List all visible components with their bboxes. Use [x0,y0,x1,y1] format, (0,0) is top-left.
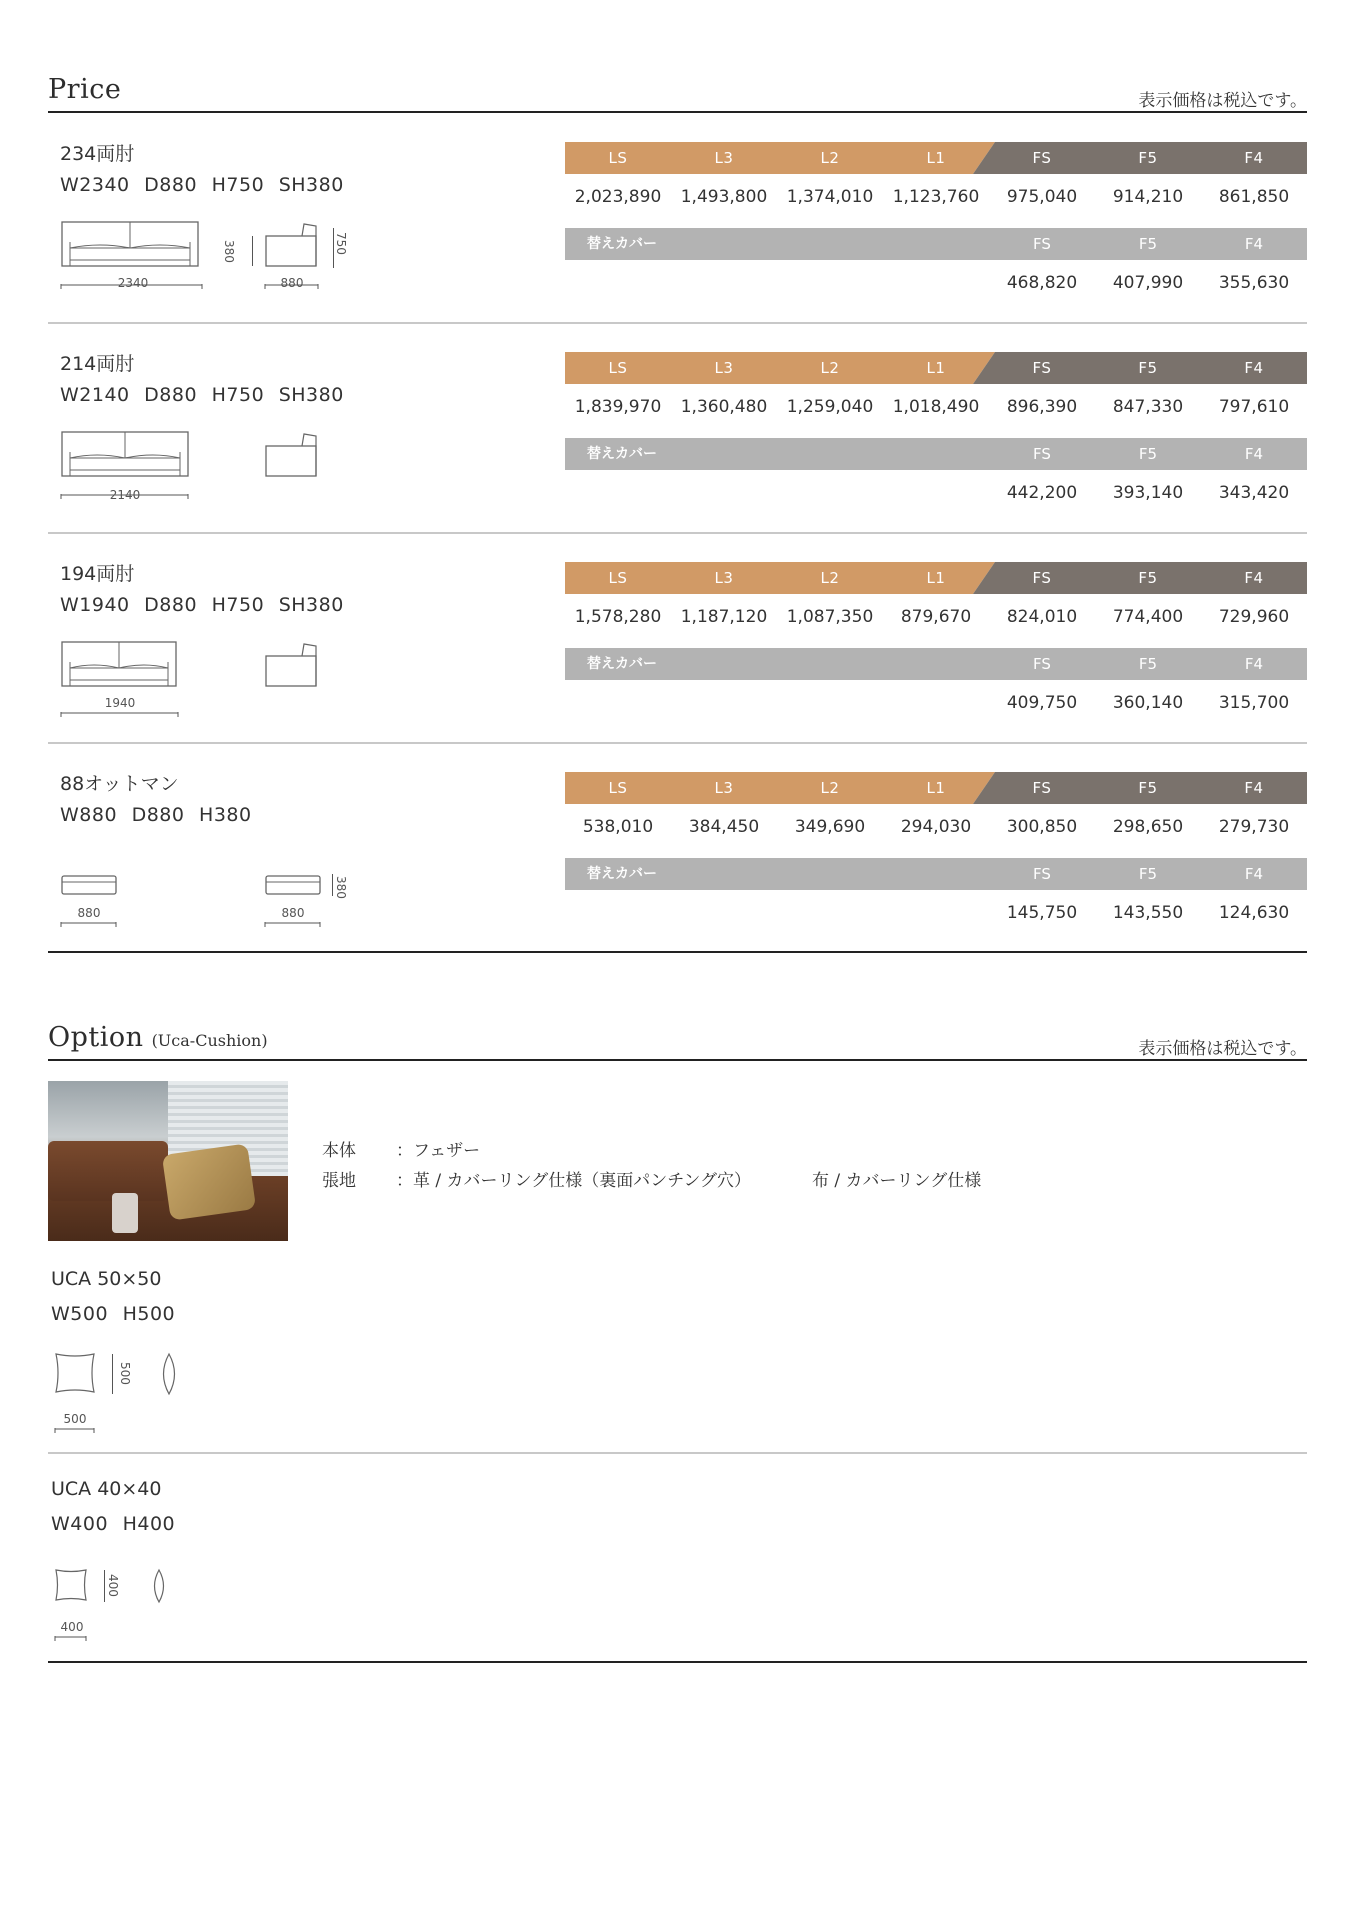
grade-f4: F4 [1244,149,1264,167]
seat-height-label: 380 [222,240,236,263]
cover-grade-f5: F5 [1138,865,1158,883]
sofa-side-drawing [264,432,324,480]
grade-ls: LS [608,569,628,587]
price-table [565,772,1307,936]
cover-grade-f5: F5 [1138,235,1158,253]
option-title-rule [48,1059,1307,1061]
grade-f5: F5 [1138,359,1158,377]
cushion-height-line [104,1570,105,1602]
option-title: Option [48,1022,144,1053]
cover-grade-fs: FS [1033,445,1051,463]
grade-l2: L2 [820,359,840,377]
price-cell: 1,187,120 [680,607,768,627]
product-name: 214両肘 [60,353,135,375]
cover-grade-fs: FS [1033,655,1051,673]
price-cell: 914,210 [1112,187,1184,207]
price-cell: 824,010 [1006,607,1078,627]
height-line [332,874,333,896]
price-cell: 538,010 [582,817,654,837]
price-cell: 1,360,480 [680,397,768,417]
cover-price-cell: 145,750 [1006,903,1078,923]
product-dimensions: W2340 D880 H750 SH380 [60,174,344,196]
cover-price-cell: 355,630 [1218,273,1290,293]
price-cell: 294,030 [900,817,972,837]
grade-l2: L2 [820,569,840,587]
cushion-height-label: 500 [118,1362,132,1385]
sofa-side-drawing [264,642,324,690]
width-label: 1940 [104,696,136,710]
price-cell: 1,087,350 [786,607,874,627]
cover-price-cell: 360,140 [1112,693,1184,713]
height-label: 750 [334,232,348,255]
grade-l3: L3 [714,149,734,167]
price-cell: 729,960 [1218,607,1290,627]
price-cell: 774,400 [1112,607,1184,627]
sofa-front-drawing [60,640,186,690]
width-dimension-line [60,712,182,718]
cover-price-cell: 143,550 [1112,903,1184,923]
option-subtitle: (Uca-Cushion) [151,1031,268,1050]
cover-price-row [565,470,1307,516]
cover-grade-f4: F4 [1244,235,1264,253]
cover-grade-f4: F4 [1244,865,1264,883]
price-title-rule [48,111,1307,113]
grade-f5: F5 [1138,149,1158,167]
cover-grade-fs: FS [1033,865,1051,883]
depth-dimension-line [264,922,324,928]
grade-f4: F4 [1244,359,1264,377]
grade-header [565,352,1307,384]
cover-header [565,228,1307,260]
cover-price-cell: 442,200 [1006,483,1078,503]
cushion-front-drawing [54,1352,98,1396]
cover-label: 替えカバー [587,866,657,882]
cushion-side-drawing [150,1568,170,1604]
cover-grade-f5: F5 [1138,445,1158,463]
product-divider [48,322,1307,324]
cover-price-cell: 343,420 [1218,483,1290,503]
price-cell: 847,330 [1112,397,1184,417]
grade-header [565,772,1307,804]
width-dimension-line [60,922,120,928]
cover-grade-fs: FS [1033,235,1051,253]
product-name: 194両肘 [60,563,135,585]
cushion-name: UCA 40×40 [51,1478,162,1500]
grade-f5: F5 [1138,779,1158,797]
cushion-dimensions: W500 H500 [51,1303,176,1325]
cover-price-cell: 393,140 [1112,483,1184,503]
price-row [565,594,1307,640]
grade-l1: L1 [926,149,946,167]
price-cell: 384,450 [688,817,760,837]
option-heading [48,1022,268,1053]
grade-l1: L1 [926,569,946,587]
price-section-end-rule [48,951,1307,953]
fabric-value-cloth: 布 / カバーリング仕様 [812,1171,982,1191]
cover-price-cell: 315,700 [1218,693,1290,713]
price-cell: 797,610 [1218,397,1290,417]
cover-grade-f4: F4 [1244,445,1264,463]
cushion-front-drawing [54,1568,90,1604]
price-row [565,804,1307,850]
body-label: 本体 [322,1141,356,1161]
cover-price-cell: 468,820 [1006,273,1078,293]
grade-l1: L1 [926,779,946,797]
width-label: 880 [77,906,101,920]
grade-l1: L1 [926,359,946,377]
cover-price-row [565,890,1307,936]
cushion-name: UCA 50×50 [51,1268,162,1290]
fabric-value-leather: ：革 / カバーリング仕様（裏面パンチング穴） [396,1171,752,1191]
cover-price-row [565,680,1307,726]
grade-l2: L2 [820,779,840,797]
cover-price-cell: 409,750 [1006,693,1078,713]
cover-header [565,648,1307,680]
grade-fs: FS [1032,359,1052,377]
price-cell: 1,374,010 [786,187,874,207]
cover-price-row [565,260,1307,306]
depth-label: 880 [280,276,304,290]
cover-price-cell: 407,990 [1112,273,1184,293]
cushion-side-drawing [158,1352,180,1396]
price-cell: 1,018,490 [892,397,980,417]
price-cell: 2,023,890 [574,187,662,207]
cover-price-cell: 124,630 [1218,903,1290,923]
width-label: 2340 [117,276,149,290]
cushion-width-label: 400 [60,1620,84,1634]
cushion-height-label: 400 [106,1574,120,1597]
product-name: 234両肘 [60,143,135,165]
grade-ls: LS [608,359,628,377]
grade-f4: F4 [1244,779,1264,797]
fabric-label: 張地 [322,1171,356,1191]
width-label: 2140 [109,488,141,502]
price-cell: 349,690 [794,817,866,837]
price-cell: 861,850 [1218,187,1290,207]
depth-label: 880 [281,906,305,920]
price-cell: 896,390 [1006,397,1078,417]
price-table [565,562,1307,726]
cover-label: 替えカバー [587,656,657,672]
grade-l3: L3 [714,359,734,377]
cushion-height-line [112,1354,113,1394]
cushion-dimensions: W400 H400 [51,1513,176,1535]
cushion-width-label: 500 [63,1412,87,1426]
product-dimensions: W2140 D880 H750 SH380 [60,384,344,406]
price-cell: 975,040 [1006,187,1078,207]
grade-f4: F4 [1244,569,1264,587]
price-cell: 300,850 [1006,817,1078,837]
grade-fs: FS [1032,149,1052,167]
product-dimensions: W880 D880 H380 [60,804,252,826]
grade-l3: L3 [714,569,734,587]
price-tax-note: 表示価格は税込です。 [1138,91,1307,111]
grade-header [565,142,1307,174]
option-tax-note: 表示価格は税込です。 [1138,1039,1307,1059]
price-cell: 1,123,760 [892,187,980,207]
cushion-width-line [54,1428,98,1434]
cover-grade-f4: F4 [1244,655,1264,673]
grade-f5: F5 [1138,569,1158,587]
price-table [565,352,1307,516]
product-divider [48,742,1307,744]
product-name: 88オットマン [60,773,179,795]
cushion-divider [48,1452,1307,1454]
price-row [565,384,1307,430]
price-table [565,142,1307,306]
price-cell: 298,650 [1112,817,1184,837]
price-cell: 1,259,040 [786,397,874,417]
grade-l2: L2 [820,149,840,167]
option-section-end-rule [48,1661,1307,1663]
cushion-width-line [54,1636,90,1642]
price-cell: 879,670 [900,607,972,627]
grade-l3: L3 [714,779,734,797]
price-cell: 279,730 [1218,817,1290,837]
height-line [333,228,334,268]
ottoman-front-drawing [60,874,122,898]
cover-grade-f5: F5 [1138,655,1158,673]
body-value: ：フェザー [396,1141,481,1161]
grade-fs: FS [1032,569,1052,587]
grade-fs: FS [1032,779,1052,797]
grade-ls: LS [608,779,628,797]
cover-label: 替えカバー [587,236,657,252]
price-title: Price [48,74,122,105]
price-cell: 1,839,970 [574,397,662,417]
cover-header [565,438,1307,470]
cushion-photo [48,1081,288,1241]
cover-label: 替えカバー [587,446,657,462]
ottoman-side-drawing [264,874,326,898]
seat-height-line [252,236,253,266]
cover-header [565,858,1307,890]
height-label: 380 [334,876,348,899]
price-row [565,174,1307,220]
sofa-side-drawing [264,222,324,270]
price-cell: 1,578,280 [574,607,662,627]
grade-ls: LS [608,149,628,167]
price-cell: 1,493,800 [680,187,768,207]
grade-header [565,562,1307,594]
product-dimensions: W1940 D880 H750 SH380 [60,594,344,616]
product-divider [48,532,1307,534]
sofa-front-drawing [60,220,210,270]
sofa-front-drawing [60,430,200,480]
